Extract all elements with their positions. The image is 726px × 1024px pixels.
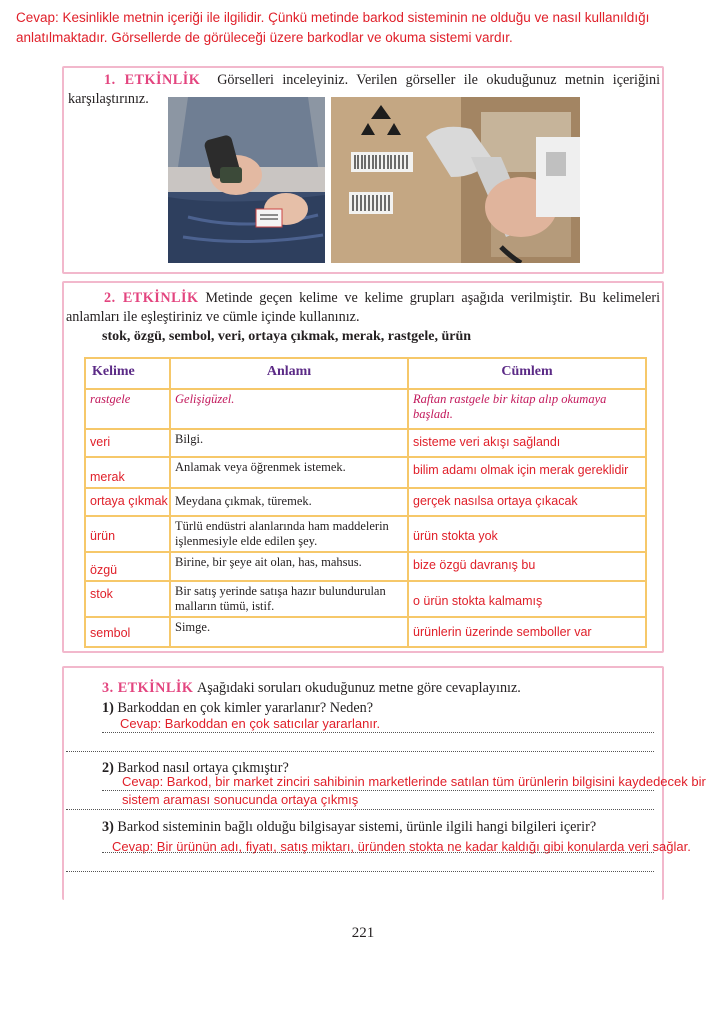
question-3-text: Barkod sisteminin bağlı olduğu bilgisayar sistemi, ürünle ilgili hangi bilgileri içerir? <box>117 819 597 835</box>
activity-1-title: 1. ETKİNLİK <box>104 72 201 88</box>
table-row <box>85 457 646 488</box>
table-row-example <box>85 389 646 429</box>
word-list: stok, özgü, sembol, veri, ortaya çıkmak, merak, rastgele, ürün <box>102 329 472 344</box>
question-1-number: 1) <box>102 700 114 716</box>
meaning-cell: Meydana çıkmak, türemek. <box>170 488 408 516</box>
example-meaning: Gelişigüzel. <box>170 389 408 429</box>
word-cell: merak <box>85 457 170 488</box>
vocabulary-table <box>84 357 647 648</box>
word-cell: sembol <box>85 617 170 647</box>
word-cell: özgü <box>85 552 170 581</box>
answer-line <box>102 732 654 733</box>
meaning-cell: Bilgi. <box>170 429 408 457</box>
answer-line <box>66 751 654 752</box>
meaning-cell: Anlamak veya öğrenmek istemek. <box>170 457 408 488</box>
meaning-cell: Türlü endüstri alanlarında ham maddelerin işlenmesiyle elde edilen şey. <box>170 516 408 552</box>
word-cell: stok <box>85 581 170 617</box>
meaning-cell: Birine, bir şeye ait olan, has, mahsus. <box>170 552 408 581</box>
header-sentence: Cümlem <box>408 358 646 389</box>
page-number: 221 <box>351 925 375 941</box>
sentence-cell: gerçek nasılsa ortaya çıkacak <box>408 488 646 516</box>
sentence-cell: bilim adamı olmak için merak gereklidir <box>408 457 646 488</box>
question-3-number: 3) <box>102 819 114 835</box>
question-2-number: 2) <box>102 760 114 776</box>
answer-2: Cevap: Barkod, bir market zinciri sahibinin marketlerinde satılan tüm ürünlerin bilgisini kaydedecek bir sistem araması sonucunda ortaya çıkmış <box>122 774 706 807</box>
sentence-cell: sisteme veri akışı sağlandı <box>408 429 646 457</box>
example-word: rastgele <box>85 389 170 429</box>
meaning-cell: Simge. <box>170 617 408 647</box>
word-cell: ürün <box>85 516 170 552</box>
meaning-cell: Bir satış yerinde satışa hazır bulundurulan malların tümü, istif. <box>170 581 408 617</box>
question-2-text: Barkod nasıl ortaya çıkmıştır? <box>117 760 289 776</box>
example-sentence: Raftan rastgele bir kitap alıp okumaya başladı. <box>408 389 646 429</box>
sentence-cell: ürün stokta yok <box>408 516 646 552</box>
answer-3: Cevap: Bir ürünün adı, fiyatı, satış miktarı, üründen stokta ne kadar kaldığı gibi konularda veri sağlar. <box>112 839 691 854</box>
table-row <box>85 581 646 617</box>
activity-3-text <box>66 679 660 698</box>
table-row <box>85 552 646 581</box>
table-header-row <box>85 358 646 389</box>
activity-3-title: 3. ETKİNLİK <box>102 680 194 696</box>
table-row <box>85 488 646 516</box>
answer-line <box>102 790 654 791</box>
answer-line <box>66 809 654 810</box>
sentence-cell: ürünlerin üzerinde semboller var <box>408 617 646 647</box>
sentence-cell: o ürün stokta kalmamış <box>408 581 646 617</box>
activity-2-text <box>66 289 660 327</box>
word-cell: veri <box>85 429 170 457</box>
activity-2-instructions: Metinde geçen kelime ve kelime grupları aşağıda verilmiştir. Bu kelimeleri anlamları ile eşleştiriniz ve cümle içinde kullanınız. <box>66 290 661 325</box>
answer-1: Cevap: Barkoddan en çok satıcılar yararlanır. <box>120 716 381 731</box>
top-answer: Cevap: Kesinlikle metnin içeriği ile ilgilidir. Çünkü metinde barkod sisteminin ne olduğu ve nasıl kullanıldığı anlatılmaktadır. Görsellerde de görüleceği üzere barkodlar ve okuma sistemi vardır. <box>16 10 650 45</box>
header-meaning: Anlamı <box>170 358 408 389</box>
answer-line <box>102 852 654 853</box>
question-1 <box>102 700 373 717</box>
activity-2-title: 2. ETKİNLİK <box>104 290 199 306</box>
word-cell: ortaya çıkmak <box>85 488 170 516</box>
header-word: Kelime <box>85 358 170 389</box>
activity-1-instructions: Görselleri inceleyiniz. Verilen görseller ile okuduğunuz metnin içeriğini karşılaştırınız. <box>68 72 661 107</box>
sentence-cell: bize özgü davranış bu <box>408 552 646 581</box>
table-row <box>85 617 646 647</box>
barcode-scanning-box-photo <box>331 97 580 263</box>
question-1-text: Barkoddan en çok kimler yararlanır? Neden? <box>117 700 374 716</box>
answer-line <box>66 871 654 872</box>
activity-3-instructions: Aşağıdaki soruları okuduğunuz metne göre cevaplayınız. <box>196 680 521 696</box>
barcode-scanning-jeans-photo <box>168 97 325 263</box>
table-row <box>85 429 646 457</box>
question-3 <box>102 819 596 836</box>
table-row <box>85 516 646 552</box>
